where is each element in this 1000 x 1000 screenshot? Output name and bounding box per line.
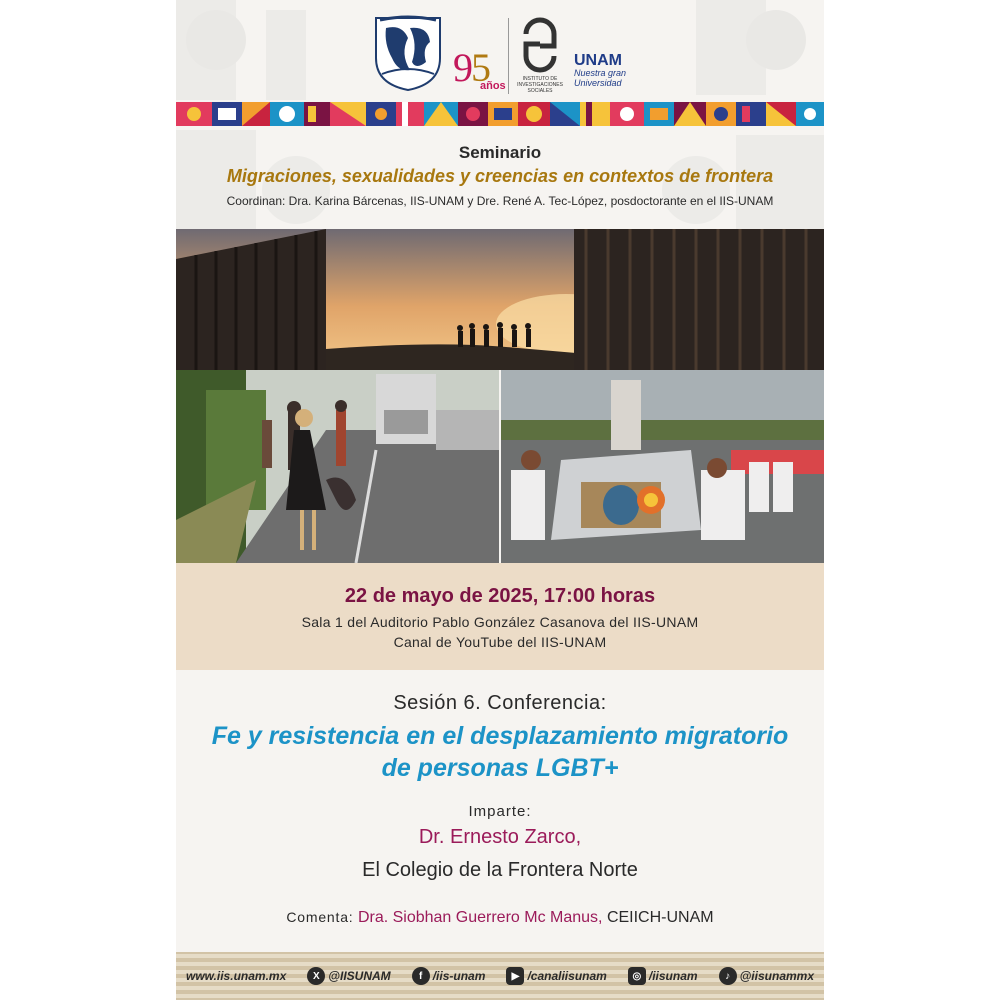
- seminar-kicker: Seminario: [458, 143, 542, 162]
- decorative-color-band: [176, 102, 824, 126]
- instagram-icon: ◎: [628, 967, 646, 985]
- tiktok-link[interactable]: [719, 967, 814, 985]
- pilgrimage-truck-photo: [501, 370, 824, 563]
- commentator-affiliation: CEIICH-UNAM: [606, 909, 714, 926]
- coordinators-line: Coordinan: Dra. Karina Bárcenas, IIS-UNAM y Dre. René A. Tec-López, posdoctorante en el IIS-UNAM: [226, 194, 774, 208]
- twitter-handle: @IISUNAM: [328, 969, 391, 983]
- migrants-walking-photo: [176, 370, 499, 563]
- social-links-bar: [176, 958, 824, 994]
- instagram-link[interactable]: [628, 967, 698, 985]
- poster: [176, 0, 824, 1000]
- unam-shield-logo: [372, 14, 444, 92]
- conference-title: [176, 720, 824, 784]
- facebook-link[interactable]: [412, 967, 486, 985]
- event-info-band: [176, 563, 824, 670]
- speaker-affiliation: El Colegio de la Frontera Norte: [362, 859, 638, 881]
- event-venue: Sala 1 del Auditorio Pablo González Casanova del IIS-UNAM: [301, 614, 699, 630]
- conference-title-line-2: de personas LGBT+: [381, 754, 619, 782]
- event-channel: Canal de YouTube del IIS-UNAM: [393, 634, 607, 650]
- speaker-name: Dr. Ernesto Zarco,: [418, 826, 582, 848]
- youtube-icon: ▶: [506, 967, 524, 985]
- tiktok-handle: @iisunammx: [739, 969, 814, 983]
- youtube-handle: /canaliisunam: [527, 969, 607, 983]
- x-icon: X: [307, 967, 325, 985]
- unam-tagline: Nuestra gran Universidad: [574, 68, 627, 88]
- iis-logo: [520, 16, 560, 74]
- facebook-icon: f: [412, 967, 430, 985]
- speaker-label: Imparte:: [468, 803, 532, 820]
- commentator-label: Comenta:: [286, 909, 354, 925]
- institute-name: INSTITUTO DE INVESTIGACIONES SOCIALES: [517, 76, 563, 94]
- conference-title-line-1: Fe y resistencia en el desplazamiento migratorio: [211, 722, 789, 750]
- logo-divider: [508, 18, 509, 94]
- event-date: 22 de mayo de 2025, 17:00 horas: [344, 585, 656, 607]
- twitter-link[interactable]: [307, 967, 390, 985]
- anniversary-number: 95: [453, 45, 489, 90]
- session-label: Sesión 6. Conferencia:: [393, 692, 607, 714]
- instagram-handle: /iisunam: [648, 969, 698, 983]
- tiktok-icon: ♪: [719, 967, 737, 985]
- anniversary-label: años: [480, 80, 506, 92]
- website-text: www.iis.unam.mx: [186, 969, 287, 983]
- youtube-link[interactable]: [506, 967, 606, 985]
- seminar-title: Migraciones, sexualidades y creencias en contextos de frontera: [226, 166, 774, 186]
- border-wall-photo: [176, 229, 824, 370]
- facebook-handle: /iis-unam: [432, 969, 486, 983]
- commentator-line: [176, 909, 824, 927]
- commentator-name: Dra. Siobhan Guerrero Mc Manus,: [357, 909, 603, 926]
- logo-row: [176, 10, 824, 100]
- unam-wordmark: UNAM: [574, 52, 622, 69]
- website-link[interactable]: [186, 969, 286, 983]
